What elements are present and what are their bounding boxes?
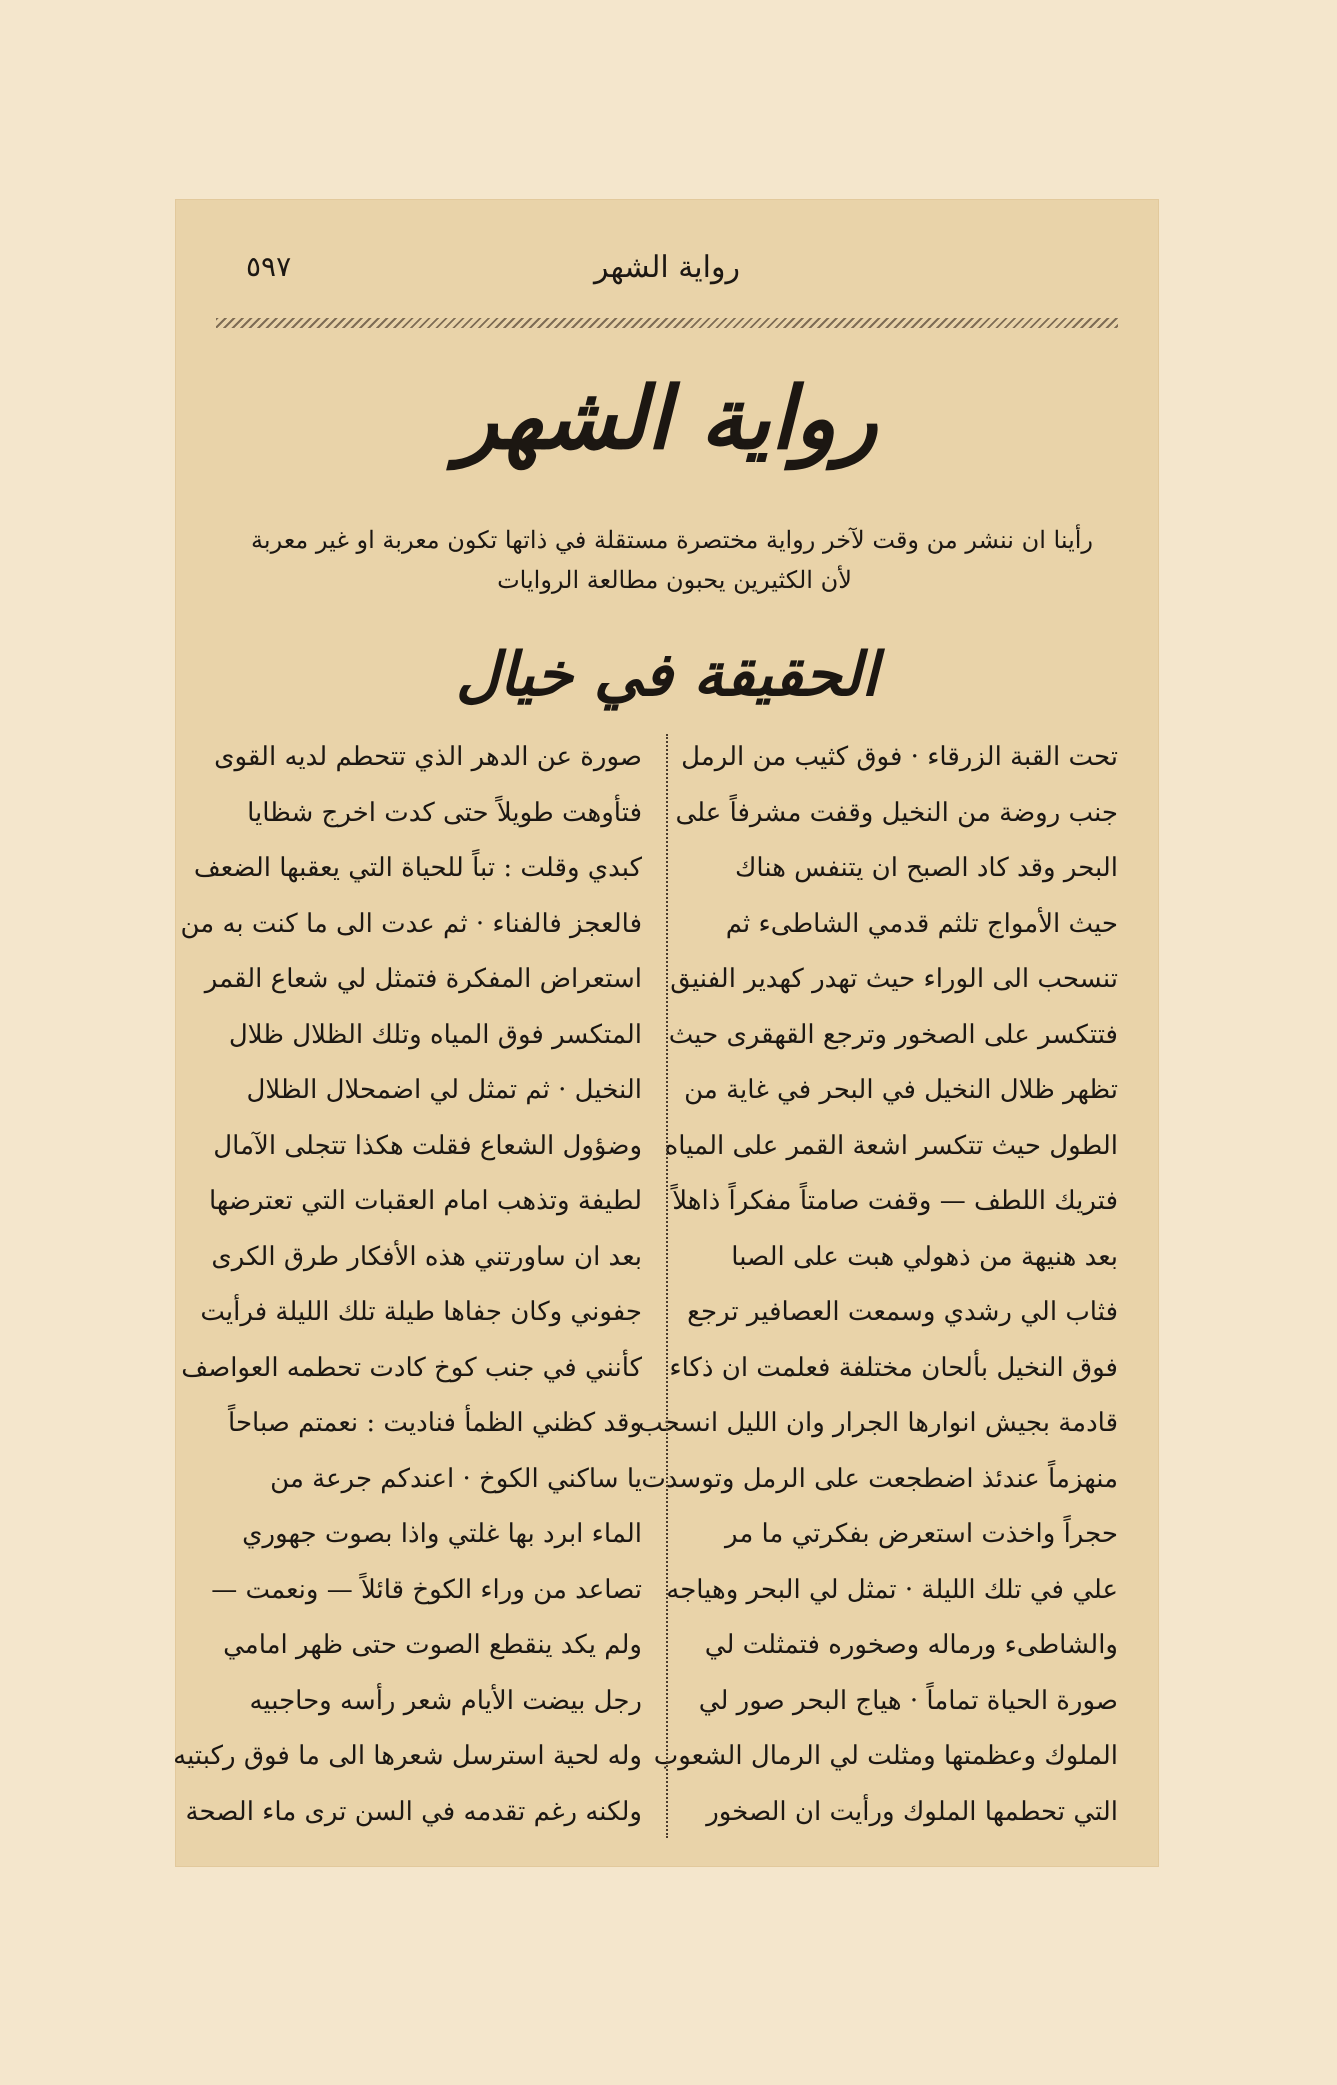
column-right-line: قادمة بجيش انوارها الجرار وان الليل انسحب bbox=[638, 1408, 1118, 1438]
column-left-line: الماء ابرد بها غلتي واذا بصوت جهوري bbox=[242, 1519, 642, 1549]
column-left-line: وضؤول الشعاع فقلت هكذا تتجلى الآمال bbox=[213, 1130, 642, 1161]
column-left-line: النخيل · ثم تمثل لي اضمحلال الظلال bbox=[246, 1075, 642, 1105]
column-left-line: فتأوهت طويلاً حتى كدت اخرج شظايا bbox=[247, 797, 642, 828]
column-right-line: تنسحب الى الوراء حيث تهدر كهدير الفنيق bbox=[670, 964, 1118, 994]
column-left-line: يا ساكني الكوخ · اعندكم جرعة من bbox=[270, 1463, 642, 1494]
column-left-line: تصاعد من وراء الكوخ قائلاً — ونعمت — bbox=[211, 1574, 642, 1605]
column-left-line: كبدي وقلت : تباً للحياة التي يعقبها الضعف bbox=[193, 853, 642, 883]
column-left-line: وقد كظني الظمأ فناديت : نعمتم صباحاً bbox=[228, 1408, 642, 1438]
column-left-line: المتكسر فوق المياه وتلك الظلال ظلال bbox=[228, 1019, 642, 1050]
column-left-line: بعد ان ساورتني هذه الأفكار طرق الكرى bbox=[211, 1241, 642, 1272]
column-left-line: صورة عن الدهر الذي تتحطم لديه القوى bbox=[214, 742, 642, 772]
column-right-line: جنب روضة من النخيل وقفت مشرفاً على bbox=[675, 797, 1118, 828]
editorial-intro bbox=[251, 520, 1093, 600]
column-right-line: التي تحطمها الملوك ورأيت ان الصخور bbox=[706, 1796, 1118, 1827]
ornamental-rule bbox=[216, 318, 1118, 328]
column-left-line: ولم يكد ينقطع الصوت حتى ظهر امامي bbox=[223, 1630, 642, 1660]
column-left-line: ولكنه رغم تقدمه في السن ترى ماء الصحة bbox=[185, 1796, 642, 1827]
column-right-line: تظهر ظلال النخيل في البحر في غاية من bbox=[684, 1075, 1118, 1105]
column-right-line: تحت القبة الزرقاء · فوق كثيب من الرمل bbox=[681, 742, 1118, 772]
page-number: ٥٩٧ bbox=[246, 250, 292, 283]
column-right-line: الملوك وعظمتها ومثلت لي الرمال الشعوب bbox=[653, 1741, 1118, 1771]
column-right-line: حجراً واخذت استعرض بفكرتي ما مر bbox=[724, 1519, 1118, 1549]
column-right-line: حيث الأمواج تلثم قدمي الشاطىء ثم bbox=[725, 908, 1118, 939]
running-head bbox=[176, 250, 1158, 290]
column-left-line: رجل بيضت الأيام شعر رأسه وحاجبيه bbox=[249, 1685, 642, 1716]
column-right-line: فثاب الي رشدي وسمعت العصافير ترجع bbox=[687, 1297, 1118, 1327]
column-left-line: لطيفة وتذهب امام العقبات التي تعترضها bbox=[208, 1186, 642, 1216]
column-left-line: جفوني وكان جفاها طيلة تلك الليلة فرأيت bbox=[200, 1297, 642, 1327]
column-left-line: كأنني في جنب كوخ كادت تحطمه العواصف bbox=[181, 1352, 642, 1383]
column-divider bbox=[666, 734, 668, 1838]
column-left bbox=[173, 730, 642, 1850]
column-right-line: صورة الحياة تماماً · هياج البحر صور لي bbox=[698, 1685, 1118, 1716]
intro-line: لأن الكثيرين يحبون مطالعة الروايات bbox=[497, 566, 852, 594]
article-columns bbox=[173, 730, 1118, 1850]
column-right-line: بعد هنيهة من ذهولي هبت على الصبا bbox=[731, 1241, 1118, 1272]
column-right-line: البحر وقد كاد الصبح ان يتنفس هناك bbox=[735, 853, 1118, 883]
column-right-line: الطول حيث تتكسر اشعة القمر على المياه bbox=[664, 1130, 1118, 1161]
running-head-title: رواية الشهر bbox=[594, 250, 740, 285]
story-title: الحقيقة في خيال bbox=[455, 640, 879, 710]
newspaper-page bbox=[173, 200, 1158, 1866]
column-right-line: علي في تلك الليلة · تمثل لي البحر وهياجه bbox=[666, 1574, 1118, 1605]
column-left-line: وله لحية استرسل شعرها الى ما فوق ركبتيه bbox=[173, 1741, 642, 1771]
column-right-line: منهزماً عندئذ اضطجعت على الرمل وتوسدت bbox=[641, 1463, 1118, 1494]
column-right-line: فوق النخيل بألحان مختلفة فعلمت ان ذكاء bbox=[669, 1352, 1118, 1383]
column-left-line: استعراض المفكرة فتمثل لي شعاع القمر bbox=[204, 964, 642, 994]
column-right-line: فتتكسر على الصخور وترجع القهقرى حيث bbox=[668, 1019, 1118, 1050]
column-left-line: فالعجز فالفناء · ثم عدت الى ما كنت به من bbox=[180, 908, 642, 939]
column-right bbox=[638, 730, 1118, 1850]
intro-line: رأينا ان ننشر من وقت لآخر رواية مختصرة مستقلة في ذاتها تكون معربة او غير معربة bbox=[251, 526, 1093, 554]
column-right-line: فتريك اللطف — وقفت صامتاً مفكراً ذاهلاً bbox=[672, 1186, 1118, 1216]
section-masthead: رواية الشهر bbox=[456, 368, 878, 469]
column-right-line: والشاطىء ورماله وصخوره فتمثلت لي bbox=[704, 1630, 1118, 1660]
